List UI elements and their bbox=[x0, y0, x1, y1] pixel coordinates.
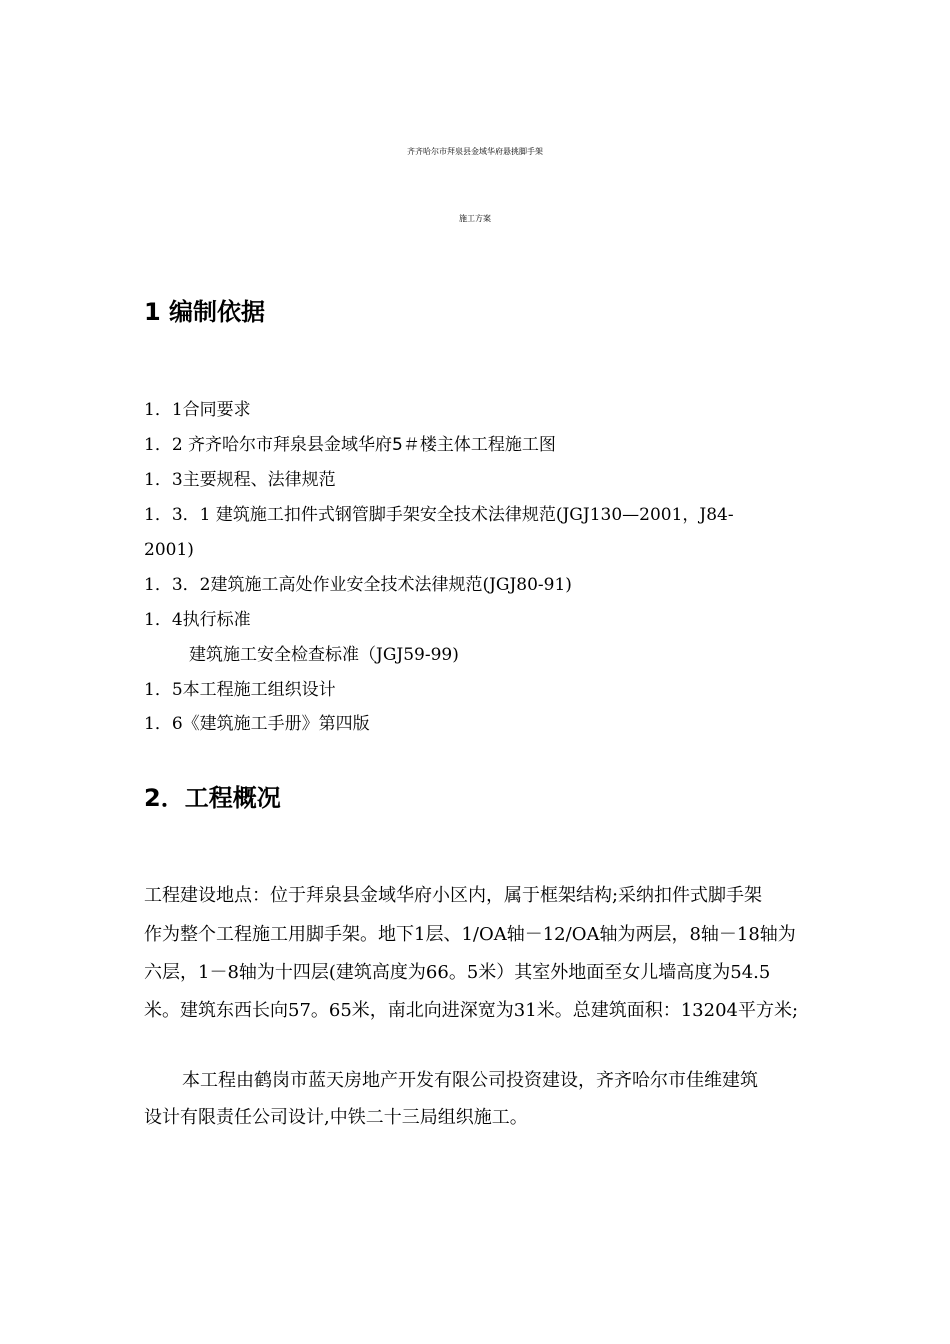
section-2-heading: 2．工程概况 bbox=[144, 784, 281, 812]
list-item-1-2 bbox=[144, 433, 556, 457]
list-item-1-4-standard: 建筑施工安全检查标准（JGJ59-99) bbox=[189, 645, 459, 665]
list-item-1-5: 1．5本工程施工组织设计 bbox=[144, 680, 336, 700]
list-item-1-2-project-name: 齐齐哈尔市拜泉县金域华府5＃楼 bbox=[188, 435, 437, 455]
list-item-1-3: 1．3主要规程、法律规范 bbox=[144, 470, 336, 490]
list-item-1-3-1-continued: 2001) bbox=[144, 540, 194, 560]
list-item-1-6: 1．6《建筑施工手册》第四版 bbox=[144, 714, 370, 734]
paragraph-1-line-4: 米。建筑东西长向57。65米，南北向进深宽为31米。总建筑面积：13204平方米; bbox=[144, 1000, 799, 1021]
section-1-heading: 1 编制依据 bbox=[144, 298, 266, 326]
document-title-line-1: 齐齐哈尔市拜泉县金域华府悬挑脚手架 bbox=[407, 147, 543, 156]
list-item-1-3-1: 1．3．1 建筑施工扣件式钢管脚手架安全技术法律规范(JGJ130—2001，J84- bbox=[144, 505, 734, 525]
paragraph-2-line-1: 本工程由鹤岗市蓝天房地产开发有限公司投资建设，齐齐哈尔市佳维建筑 bbox=[182, 1070, 758, 1091]
paragraph-1-line-1: 工程建设地点：位于拜泉县金域华府小区内，属于框架结构;采纳扣件式脚手架 bbox=[144, 885, 763, 906]
paragraph-2-line-2: 设计有限责任公司设计,中铁二十三局组织施工。 bbox=[144, 1107, 528, 1128]
list-item-1-1: 1．1合同要求 bbox=[144, 400, 251, 420]
list-item-1-2-suffix: 主体工程施工图 bbox=[436, 435, 556, 455]
list-item-1-2-prefix: 1．2 bbox=[144, 435, 189, 455]
list-item-1-3-2: 1．3．2建筑施工高处作业安全技术法律规范(JGJ80-91) bbox=[144, 575, 572, 595]
paragraph-1-line-3: 六层，1－8轴为十四层(建筑高度为66。5米）其室外地面至女儿墙高度为54.5 bbox=[144, 962, 771, 983]
document-title-line-2: 施工方案 bbox=[459, 214, 491, 223]
paragraph-1-line-2: 作为整个工程施工用脚手架。地下1层、1/OA轴－12/OA轴为两层，8轴－18轴为 bbox=[144, 924, 796, 945]
list-item-1-4: 1．4执行标准 bbox=[144, 610, 251, 630]
